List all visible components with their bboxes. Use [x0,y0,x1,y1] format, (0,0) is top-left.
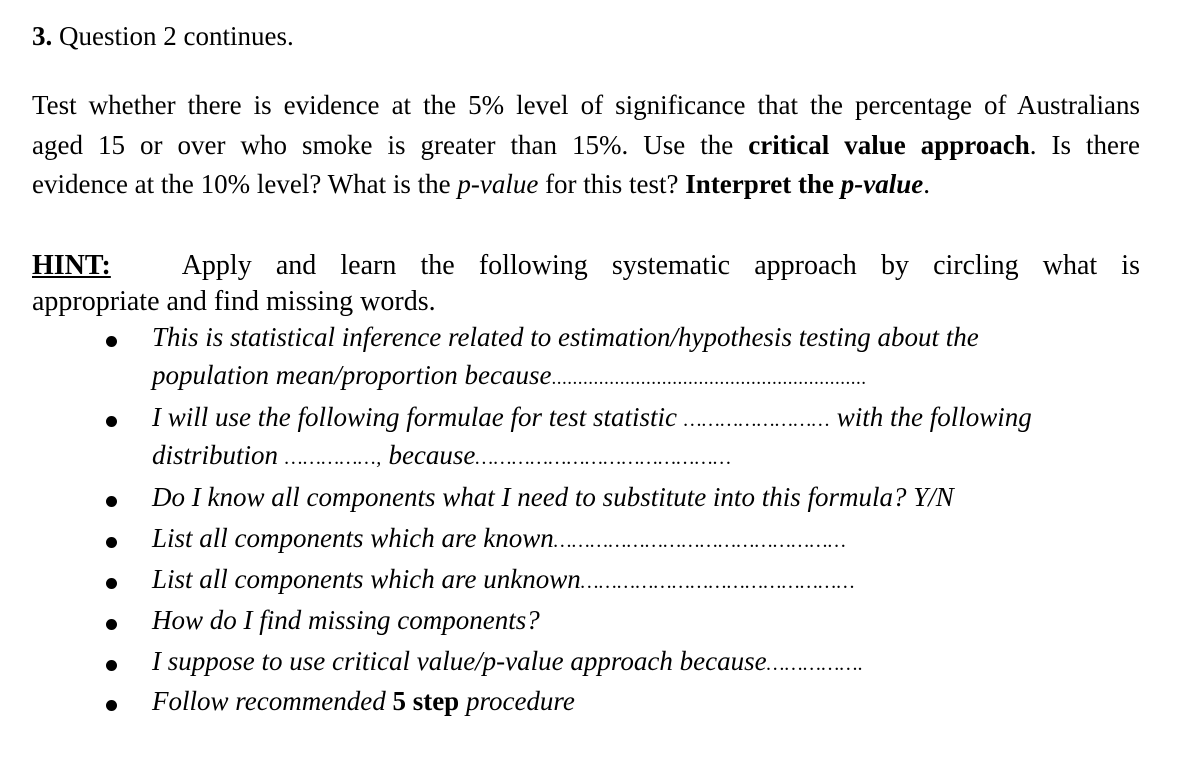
fill-in-dots: ………………………………………… [553,530,847,552]
hint-line-2: appropriate and find missing words. [32,286,436,317]
interpret-emphasis: Interpret the [685,169,841,199]
list-item-text: Do I know all components what I need to substitute into this formula? Y/N [152,482,954,512]
list-item-text: List all components which are known [152,523,554,553]
list-item-line-1 [152,402,1032,432]
fill-in-dots: ……………………………………… [580,571,855,593]
list-item-text: This is statistical inference related to estimation/hypothesis testing about the [152,322,979,352]
hint-text: Apply and learn the following systematic approach by circling what is [181,250,1140,281]
five-step-emphasis: 5 step [392,686,460,716]
bullet-dot [106,336,117,347]
list-item [152,482,954,513]
p-value-emphasis: p-value [840,169,924,199]
question-text: for this test? [538,169,686,199]
list-item-line-2 [152,440,1032,471]
question-line-2 [32,126,1140,166]
question-text: . [923,169,930,199]
bullet-dot [106,660,117,671]
question-line-1: Test whether there is evidence at the 5% level of significance that the percentage of Australians [32,90,1140,120]
fill-in-dots: ……………. [766,653,864,675]
fill-in-dots: …………………… [683,409,831,431]
list-item-text: because [381,440,476,470]
question-text: evidence at the 10% level? What is the [32,169,458,199]
question-text: . Is there [1029,129,1141,160]
question-paragraph [32,86,1140,205]
question-number: 3. [32,21,53,51]
list-item-text: Follow recommended [152,686,393,716]
p-value-term: p-value [457,169,539,199]
list-item [152,402,1032,471]
list-item [152,523,846,554]
bullet-dot [106,578,117,589]
section-heading [32,18,294,54]
list-item [152,686,575,717]
list-item [152,322,979,391]
hint-line-1 [32,248,1140,284]
list-item-text: How do I find missing components? [152,605,540,635]
hint-label: HINT: [32,250,111,281]
bullet-dot [106,416,117,427]
heading-text: Question 2 continues. [52,21,294,51]
bullet-dot [106,537,117,548]
list-item-text: I suppose to use critical value/p-value approach because [152,646,767,676]
fill-in-dots: ............................................................ [551,368,867,389]
list-item-line-2 [152,360,979,391]
list-item-text: distribution [152,440,285,470]
bullet-dot [106,496,117,507]
list-item-text: population mean/proportion because [152,360,552,390]
bullet-dot [106,619,117,630]
question-text: aged 15 or over who smoke is greater than 15%. Use the [32,129,749,160]
list-item [152,646,864,677]
list-item [152,564,855,595]
fill-in-dots: ……………, [284,447,382,469]
fill-in-dots: …………………………………… [475,447,732,469]
list-item-text: I will use the following formulae for test statistic [152,402,684,432]
list-item [152,605,540,636]
list-item-text: with the following [830,402,1032,432]
hint-paragraph [32,248,1140,320]
critical-value-emphasis: critical value approach [748,129,1030,160]
list-item-text: List all components which are unknown [152,564,581,594]
bullet-dot [106,700,117,711]
question-line-3 [32,165,1140,205]
list-item-text: procedure [459,686,575,716]
